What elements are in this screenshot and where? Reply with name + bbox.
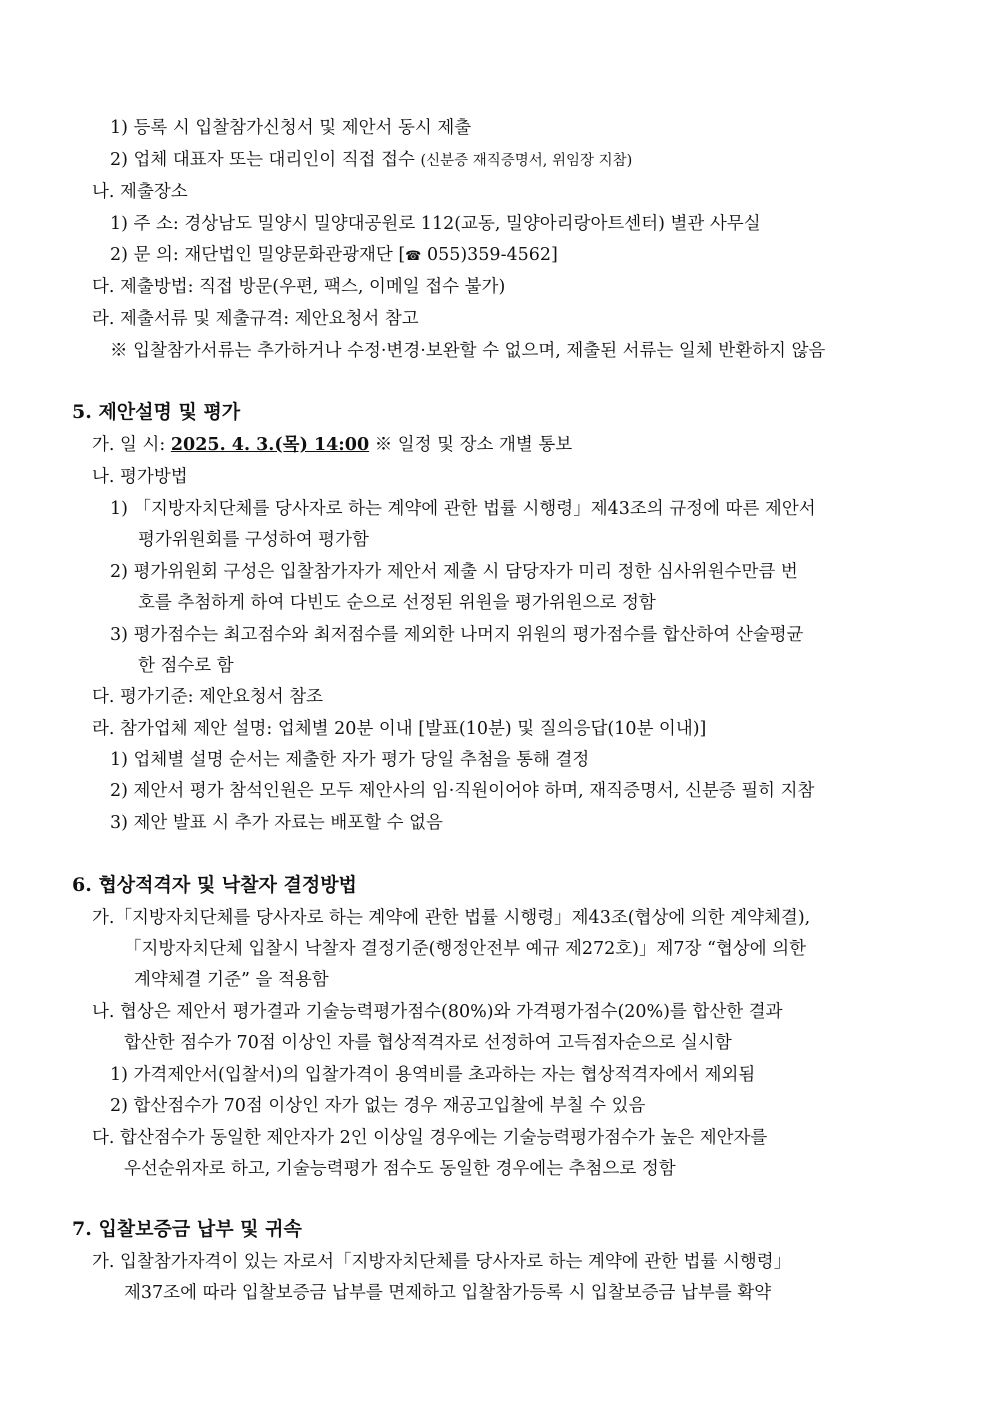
s5-item-b3-line2: 한 점수로 함 xyxy=(138,656,234,676)
s5-item-c: 다. 평가기준: 제안요청서 참조 xyxy=(92,687,324,707)
s5-item-b1-line2: 평가위원회를 구성하여 평가함 xyxy=(138,530,369,550)
phone-icon: ☎ xyxy=(405,249,422,264)
s7-item-a-line2: 제37조에 따라 입찰보증금 납부를 면제하고 입찰참가등록 시 입찰보증금 납부를 확약 xyxy=(124,1283,772,1303)
s4-item-d: 라. 제출서류 및 제출규격: 제안요청서 참고 xyxy=(92,309,419,329)
s6-item-b-line1: 나. 협상은 제안서 평가결과 기술능력평가점수(80%)와 가격평가점수(20%)를 합산한 결과 xyxy=(92,1002,783,1022)
s6-item-a-line3: 계약체결 기준” 을 적용함 xyxy=(134,970,329,990)
s5-item-d3: 3) 제안 발표 시 추가 자료는 배포할 수 없음 xyxy=(110,813,443,833)
s6-item-c-line1: 다. 합산점수가 동일한 제안자가 2인 이상일 경우에는 기술능력평가점수가 높은 제안자를 xyxy=(92,1128,768,1148)
s4-item-b1: 1) 주 소: 경상남도 밀양시 밀양대공원로 112(교동, 밀양아리랑아트센터) 별관 사무실 xyxy=(110,214,761,234)
s7-item-a-line1: 가. 입찰참가자격이 있는 자로서「지방자치단체를 당사자로 하는 계약에 관한 법률 시행령」 xyxy=(92,1252,792,1272)
s5-item-a: 가. 일 시: 2025. 4. 3.(목) 14:00 ※ 일정 및 장소 개별 통보 xyxy=(92,435,573,455)
s4-item-b2: 2) 문 의: 재단법인 밀양문화관광재단 [☎ 055)359-4562] xyxy=(110,245,558,265)
s5-date: 2025. 4. 3.(목) 14:00 xyxy=(170,435,370,455)
s6-item-b2: 2) 합산점수가 70점 이상인 자가 없는 경우 재공고입찰에 부칠 수 있음 xyxy=(110,1096,646,1116)
s5-item-b2-line2: 호를 추첨하게 하여 다빈도 순으로 선정된 위원을 평가위원으로 정함 xyxy=(138,593,656,613)
s5-item-d2: 2) 제안서 평가 참석인원은 모두 제안사의 임·직원이어야 하며, 재직증명서, 신분증 필히 지참 xyxy=(110,781,815,801)
s5-item-b: 나. 평가방법 xyxy=(92,467,188,487)
s6-item-b1: 1) 가격제안서(입찰서)의 입찰가격이 용역비를 초과하는 자는 협상적격자에서 제외됨 xyxy=(110,1065,756,1085)
s6-item-a-line2: 「지방자치단체 입찰시 낙찰자 결정기준(행정안전부 예규 제272호)」제7장 “협상에 의한 xyxy=(124,939,807,959)
s4-note: ※ 입찰참가서류는 추가하거나 수정·변경·보완할 수 없으며, 제출된 서류는 일체 반환하지 않음 xyxy=(110,341,826,361)
s4-item-b: 나. 제출장소 xyxy=(92,182,188,202)
s5-item-d1: 1) 업체별 설명 순서는 제출한 자가 평가 당일 추첨을 통해 결정 xyxy=(110,750,590,770)
s4-item-a1: 1) 등록 시 입찰참가신청서 및 제안서 동시 제출 xyxy=(110,118,472,138)
s6-item-a-line1: 가.「지방자치단체를 당사자로 하는 계약에 관한 법률 시행령」제43조(협상에 의한 계약체결), xyxy=(92,908,811,928)
s4-item-a2: 2) 업체 대표자 또는 대리인이 직접 접수 (신분증 재직증명서, 위임장 지참) xyxy=(110,150,633,170)
s4-item-a2-note: (신분증 재직증명서, 위임장 지참) xyxy=(420,153,633,169)
s6-item-c-line2: 우선순위자로 하고, 기술능력평가 점수도 동일한 경우에는 추첨으로 정함 xyxy=(124,1159,676,1179)
s4-item-c: 다. 제출방법: 직접 방문(우편, 팩스, 이메일 접수 불가) xyxy=(92,277,506,297)
s6-item-b-line2: 합산한 점수가 70점 이상인 자를 협상적격자로 선정하여 고득점자순으로 실시함 xyxy=(124,1033,732,1053)
s5-item-b3-line1: 3) 평가점수는 최고점수와 최저점수를 제외한 나머지 위원의 평가점수를 합산하여 산술평균 xyxy=(110,625,804,645)
section-7-heading: 7. 입찰보증금 납부 및 귀속 xyxy=(72,1218,302,1240)
s5-item-d: 라. 참가업체 제안 설명: 업체별 20분 이내 [발표(10분) 및 질의응답(10분 이내)] xyxy=(92,719,707,739)
s5-item-b2-line1: 2) 평가위원회 구성은 입찰참가자가 제안서 제출 시 담당자가 미리 정한 심사위원수만큼 번 xyxy=(110,562,798,582)
section-5-heading: 5. 제안설명 및 평가 xyxy=(72,401,241,423)
s5-item-b1-line1: 1) 「지방자치단체를 당사자로 하는 계약에 관한 법률 시행령」제43조의 규정에 따른 제안서 xyxy=(110,499,816,519)
section-6-heading: 6. 협상적격자 및 낙찰자 결정방법 xyxy=(72,874,357,896)
